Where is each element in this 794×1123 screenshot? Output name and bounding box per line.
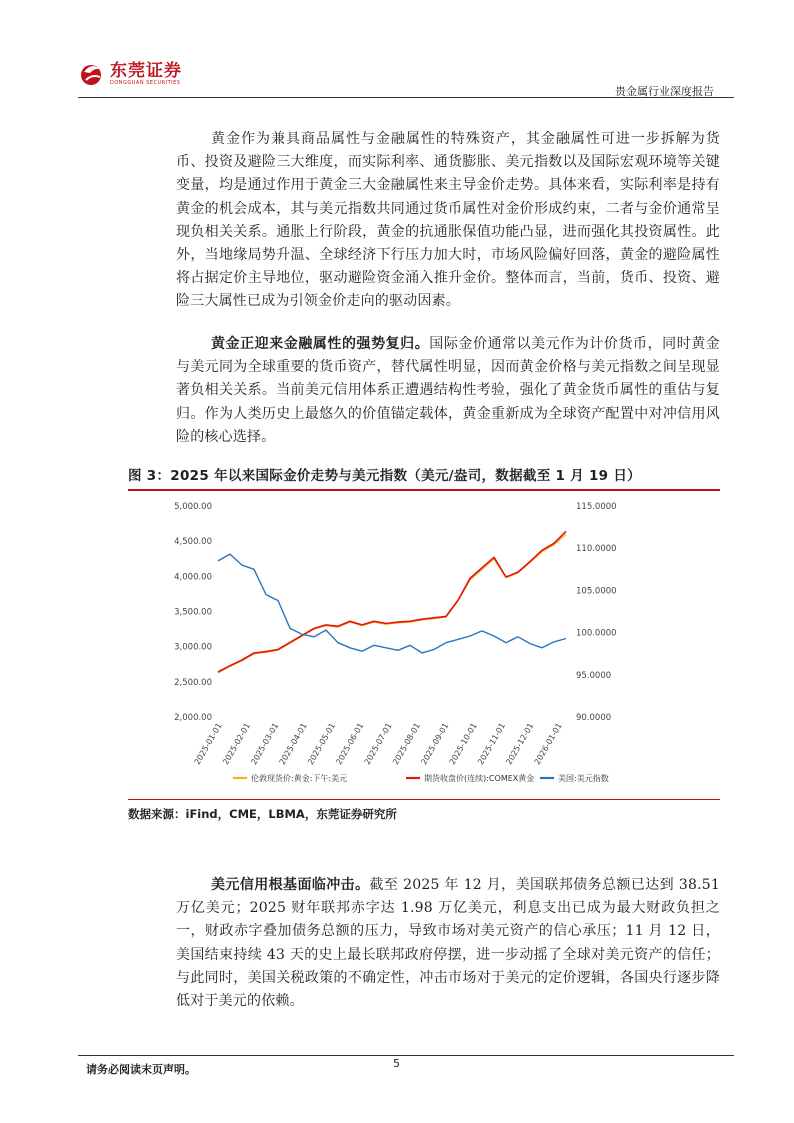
x-tick-label: 2025-11-01 [476,721,508,767]
x-tick-label: 2026-01-01 [532,721,564,767]
x-tick-label: 2025-09-01 [419,721,451,767]
y-left-tick-label: 2,500.00 [174,677,212,688]
page-number: 5 [393,1057,400,1070]
x-tick-label: 2025-06-01 [334,721,366,767]
y-right-tick-label: 115.0000 [576,502,617,512]
paragraph-2-lead: 黄金正迎来金融属性的强势复归。 [211,336,430,352]
y-right-tick-label: 100.0000 [576,628,617,639]
series-line-0 [218,534,566,673]
logo-emblem-icon [78,60,106,88]
x-tick-label: 2025-04-01 [277,721,309,767]
x-tick-label: 2025-08-01 [391,721,423,767]
paragraph-2 [176,333,720,449]
paragraph-3-lead: 美元信用根基面临冲击。 [211,877,370,893]
paragraph-3 [176,874,720,1013]
legend-label-0: 伦敦现货价:黄金:下午:美元 [251,774,348,783]
paragraph-2-text: 国际金价通常以美元作为计价货币，同时黄金与美元同为全球重要的货币资产，替代属性明显，因而黄金价格与美元指数之间呈现显著负相关关系。当前美元信用体系正遭遇结构性考验，强化了黄金货币属性的重估与复归。作为人类历史上最悠久的价值锚定载体，黄金重新成为全球资产配置中对冲信用风险的核心选择。 [176,336,721,445]
paragraph-3-text: 截至 2025 年 12 月，美国联邦债务总额已达到 38.51 万亿美元；2025 财年联邦赤字达 1.98 万亿美元，利息支出已成为最大财政负担之一，财政赤字叠加债务总额的压力，导致市场对美元资产的信心承压；11 月 12 日，美国结束持续 43 天的史上最长联邦政府停摆，进一步动摇了全球对美元资产的信任；与此同时，美国关税政策的不确定性，冲击市场对于美元的定价逻辑，各国央行逐步降低对于美元的依赖。 [176,877,720,1010]
x-tick-label: 2025-01-01 [192,721,224,767]
y-left-tick-label: 5,000.00 [174,502,212,512]
legend-label-1: 期货收盘价(连续):COMEX黄金 [424,774,535,783]
footer-divider [78,1055,734,1056]
header-divider [78,97,734,98]
paragraph-1-text: 黄金作为兼具商品属性与金融属性的特殊资产，其金融属性可进一步拆解为货币、投资及避险三大维度，而实际利率、通货膨胀、美元指数以及国际宏观环境等关键变量，均是通过作用于黄金三大金融属性来主导金价走势。具体来看，实际利率是持有黄金的机会成本，其与美元指数共同通过货币属性对金价形成约束，二者与金价通常呈现负相关关系。通胀上行阶段，黄金的抗通胀保值功能凸显，进而强化其投资属性。此外，当地缘局势升温、全球经济下行压力加大时，市场风险偏好回落，黄金的避险属性将占据定价主导地位，驱动避险资金涌入推升金价。整体而言，当前，货币、投资、避险三大属性已成为引领金价走向的驱动因素。 [176,131,720,310]
y-left-tick-label: 2,000.00 [174,713,212,723]
report-title: 贵金属行业深度报告 [615,85,714,98]
x-tick-label: 2025-10-01 [447,721,479,767]
y-right-tick-label: 90.0000 [576,713,612,723]
series-line-1 [218,531,566,672]
logo-name-en: DONGGUAN SECURITIES [110,80,181,86]
y-right-tick-label: 105.0000 [576,586,617,597]
x-tick-label: 2025-12-01 [504,721,536,767]
figure-source-divider [128,799,720,800]
logo-name-cn: 东莞证券 [110,61,182,81]
figure-source: 数据来源：iFind，CME，LBMA，东莞证券研究所 [128,807,397,821]
chart-canvas [128,492,720,802]
y-left-tick-label: 3,500.00 [174,607,212,618]
company-logo [78,60,182,88]
y-left-tick-label: 4,000.00 [174,572,212,583]
paragraph-1 [176,128,720,314]
x-tick-label: 2025-07-01 [362,721,394,767]
footer-disclaimer: 请务必阅读末页声明。 [86,1063,196,1076]
y-left-tick-label: 3,000.00 [174,642,212,653]
y-left-tick-label: 4,500.00 [174,537,212,548]
series-line-2 [218,554,566,653]
figure-title: 图 3：2025 年以来国际金价走势与美元指数（美元/盎司，数据截至 1 月 19 日） [128,465,720,491]
gold-dollar-chart [128,492,720,802]
legend-label-2: 美国:美元指数 [558,774,609,783]
y-right-tick-label: 95.0000 [576,670,612,681]
y-right-tick-label: 110.0000 [576,544,617,555]
x-tick-label: 2025-02-01 [221,721,253,767]
x-tick-label: 2025-05-01 [306,721,338,767]
x-tick-label: 2025-03-01 [249,721,281,767]
